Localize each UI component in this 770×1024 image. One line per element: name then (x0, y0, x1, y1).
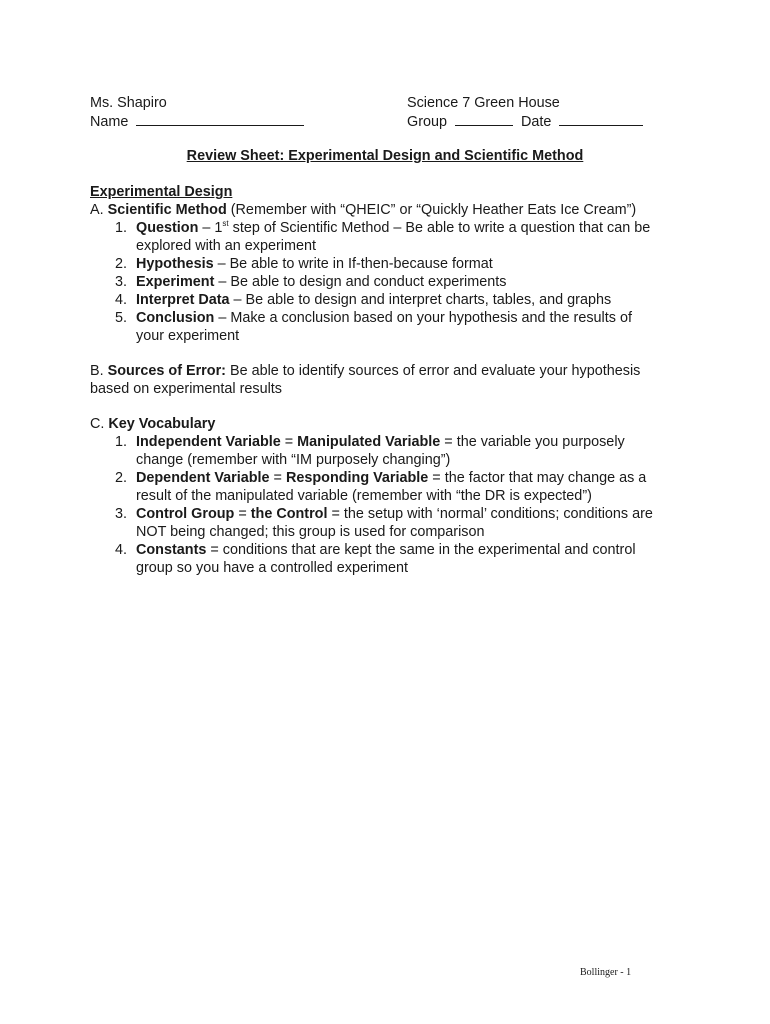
item-equals: = (269, 470, 286, 486)
class-name: Science 7 Green House (407, 95, 560, 111)
item-line (136, 219, 650, 237)
part-c-prefix: C. (90, 416, 105, 432)
item-text-continued: your experiment (136, 328, 240, 344)
item-line (136, 469, 646, 487)
item-text-continued: NOT being changed; this group is used for comparison (136, 524, 485, 540)
item-line (136, 433, 625, 451)
item-number: 1. (114, 220, 127, 236)
part-a-prefix: A. (90, 202, 104, 218)
item-text: = the setup with ‘normal’ conditions; conditions are (327, 506, 653, 522)
item-text-continued: change (remember with “IM purposely changing”) (136, 452, 451, 468)
item-number: 1. (114, 434, 127, 450)
item-term: Question (136, 220, 199, 236)
name-field-row (90, 113, 304, 131)
part-b-text-continued: based on experimental results (90, 381, 282, 397)
item-number: 2. (114, 470, 127, 486)
item-term: Experiment (136, 274, 215, 290)
item-text: step of Scientific Method – Be able to write a question that can be (228, 220, 651, 236)
part-c-label: Key Vocabulary (108, 416, 216, 432)
item-term: Control Group (136, 506, 235, 522)
part-b-label: Sources of Error: (107, 363, 226, 379)
item-text: = the variable you purposely (440, 434, 625, 450)
item-equals: = (280, 434, 298, 450)
item-term: Constants (136, 542, 207, 558)
date-label: Date (521, 114, 552, 130)
item-text-pre: – 1 (198, 220, 223, 236)
item-term: Independent Variable (136, 434, 281, 450)
group-date-row (407, 113, 643, 131)
item-term-alt: Manipulated Variable (297, 434, 441, 450)
teacher-name: Ms. Shapiro (90, 95, 167, 111)
part-b-paragraph (90, 362, 640, 380)
part-b-prefix: B. (90, 363, 104, 379)
item-text-continued: explored with an experiment (136, 238, 316, 254)
section-heading: Experimental Design (90, 184, 233, 200)
item-text: – Be able to design and interpret charts, tables, and graphs (229, 292, 612, 308)
item-term: Hypothesis (136, 256, 214, 272)
item-term: Conclusion (136, 310, 215, 326)
part-a-heading (90, 201, 636, 219)
item-number: 5. (114, 310, 127, 326)
date-blank-line[interactable] (559, 113, 643, 126)
item-text: – Make a conclusion based on your hypothesis and the results of (214, 310, 632, 326)
item-line (136, 541, 636, 559)
name-label: Name (90, 114, 129, 130)
part-a-note: (Remember with “QHEIC” or “Quickly Heather Eats Ice Cream”) (230, 202, 637, 218)
item-superscript: st (222, 219, 229, 228)
part-c-heading (90, 415, 215, 433)
item-number: 4. (114, 292, 127, 308)
page-title: Review Sheet: Experimental Design and Scientific Method (186, 148, 584, 164)
item-text-continued: result of the manipulated variable (remember with “the DR is expected”) (136, 488, 592, 504)
item-number: 3. (114, 274, 127, 290)
item-text: – Be able to design and conduct experiments (214, 274, 507, 290)
item-equals: = (234, 506, 251, 522)
item-term-alt: the Control (250, 506, 328, 522)
item-line (136, 505, 653, 523)
item-text-continued: group so you have a controlled experiment (136, 560, 408, 576)
item-number: 3. (114, 506, 127, 522)
part-a-label: Scientific Method (107, 202, 227, 218)
page-footer: Bollinger - 1 (580, 967, 632, 978)
item-text: = conditions that are kept the same in the experimental and control (206, 542, 636, 558)
item-term: Dependent Variable (136, 470, 270, 486)
item-line (136, 273, 506, 291)
item-line (136, 309, 632, 327)
item-line (136, 291, 611, 309)
item-text: = the factor that may change as a (428, 470, 647, 486)
item-number: 4. (114, 542, 127, 558)
item-term: Interpret Data (136, 292, 230, 308)
name-blank-line[interactable] (136, 113, 304, 126)
part-b-text: Be able to identify sources of error and evaluate your hypothesis (225, 363, 641, 379)
item-line (136, 255, 493, 273)
group-label: Group (407, 114, 447, 130)
item-term-alt: Responding Variable (285, 470, 429, 486)
group-blank-line[interactable] (455, 113, 513, 126)
item-number: 2. (114, 256, 127, 272)
item-text: – Be able to write in If-then-because format (213, 256, 493, 272)
